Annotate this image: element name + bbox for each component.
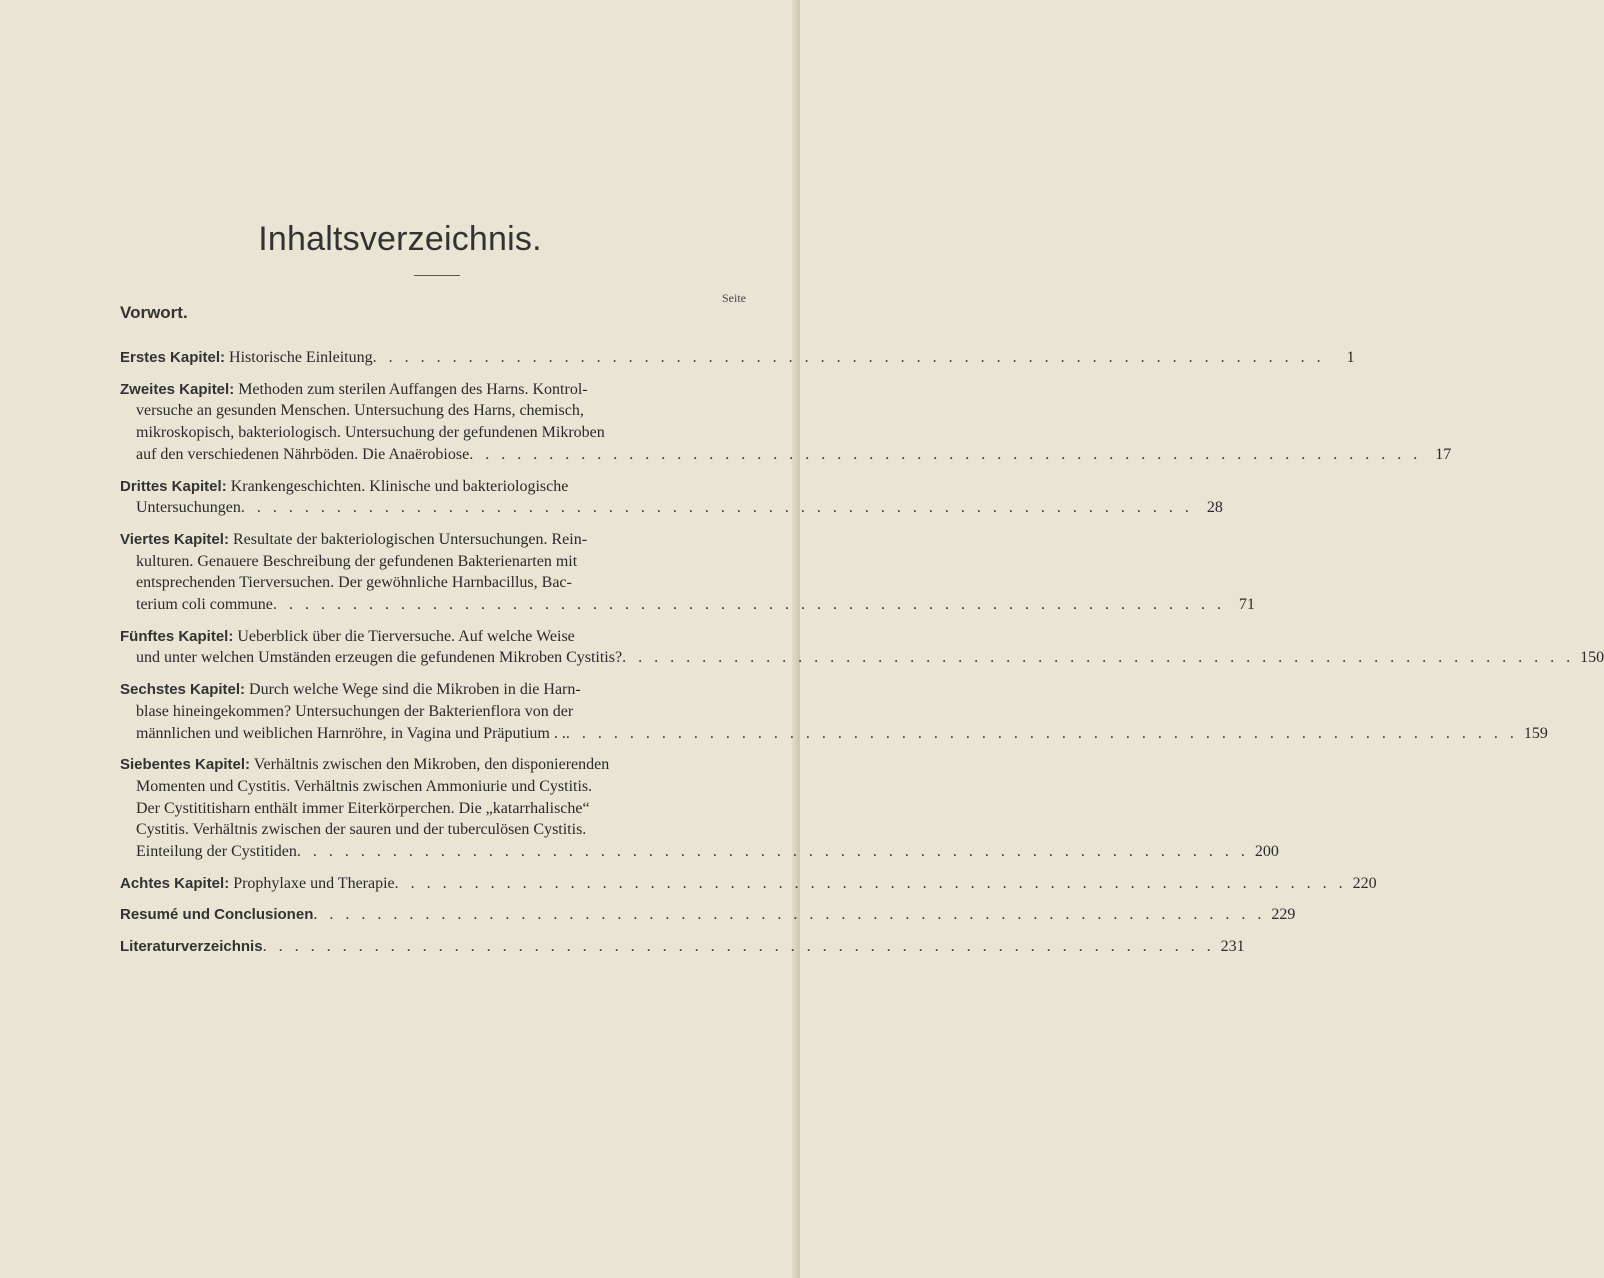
toc-entry	[120, 936, 1245, 958]
toc-entry-line	[120, 776, 740, 798]
toc-entry	[120, 904, 1296, 926]
chapter-heading: Erstes Kapitel:	[120, 349, 226, 366]
page-number: 200	[1254, 843, 1279, 861]
toc-entry-line	[120, 476, 740, 498]
dot-leader: . . . . . . . . . . . . . . . . . . . . . . . . . . . . . . . . . . . . . . . . . . . . . . . . . . . . . . . . . . . .	[313, 906, 1266, 924]
dot-leader: . . . . . . . . . . . . . . . . . . . . . . . . . . . . . . . . . . . . . . . . . . . . . . . . . . . . . . . . . . . .	[296, 843, 1249, 861]
chapter-description: Krankengeschichten. Klinische und bakteriologische	[230, 477, 569, 495]
page-number: 150	[1580, 649, 1604, 667]
toc-entry	[120, 873, 1377, 895]
toc-entry	[120, 347, 1355, 369]
chapter-description: blase hineingekommen? Untersuchungen der Bakterienflora von der	[136, 702, 574, 720]
dot-leader: . . . . . . . . . . . . . . . . . . . . . . . . . . . . . . . . . . . . . . . . . . . . . . . . . . . . . . . . . . . .	[565, 724, 1518, 742]
toc-entry-line	[120, 679, 740, 701]
dot-leader: . . . . . . . . . . . . . . . . . . . . . . . . . . . . . . . . . . . . . . . . . . . . . . . . . . . . . . . . . . . .	[262, 938, 1215, 956]
chapter-heading: Siebentes Kapitel:	[120, 756, 251, 774]
toc-entry-line	[120, 819, 740, 841]
dot-leader: . . . . . . . . . . . . . . . . . . . . . . . . . . . . . . . . . . . . . . . . . . . . . . . . . . . . . . . . . . . .	[272, 596, 1225, 614]
page-number: 159	[1523, 724, 1548, 742]
title-divider	[414, 275, 460, 276]
chapter-description: Untersuchungen	[136, 499, 241, 517]
page-edge	[792, 0, 800, 1278]
toc-entry	[120, 626, 1604, 669]
table-of-contents	[120, 347, 1604, 958]
toc-entry-line	[120, 444, 1452, 466]
dot-leader: . . . . . . . . . . . . . . . . . . . . . . . . . . . . . . . . . . . . . . . . . . . . . . . . . . . . . . . . . . . .	[469, 445, 1422, 463]
dot-leader: . . . . . . . . . . . . . . . . . . . . . . . . . . . . . . . . . . . . . . . . . . . . . . . . . . . . . . . . . . . .	[240, 499, 1193, 517]
chapter-description: Durch welche Wege sind die Mikroben in die Harn-	[249, 681, 581, 699]
page-number: 17	[1435, 445, 1452, 463]
toc-entry-line	[120, 723, 1548, 745]
chapter-description: Einteilung der Cystitiden	[136, 843, 297, 861]
chapter-heading: Viertes Kapitel:	[120, 530, 229, 548]
chapter-description: Historische Einleitung	[229, 349, 373, 366]
chapter-heading: Drittes Kapitel:	[120, 477, 227, 495]
chapter-description: Verhältnis zwischen den Mikroben, den disponierenden	[253, 756, 610, 774]
chapter-heading: Literaturverzeichnis	[120, 938, 263, 956]
toc-entry	[120, 754, 1279, 863]
toc-entry	[120, 476, 1223, 519]
chapter-description: mikroskopisch, bakteriologisch. Untersuchung der gefundenen Mikroben	[136, 424, 605, 442]
toc-entry-line	[120, 379, 740, 401]
page-number: 231	[1220, 938, 1245, 956]
toc-entry	[120, 529, 1255, 616]
chapter-description: Der Cystititisharn enthält immer Eiterkörperchen. Die „katarrhalische“	[136, 799, 590, 817]
toc-entry-line	[120, 572, 740, 594]
toc-entry-line	[120, 647, 1604, 669]
page-number: 1	[1346, 349, 1355, 366]
chapter-description: Prophylaxe und Therapie	[233, 874, 395, 892]
toc-entry-line	[120, 701, 740, 723]
dot-leader: . . . . . . . . . . . . . . . . . . . . . . . . . . . . . . . . . . . . . . . . . . . . . . . . . . . . . . . . . . . .	[372, 349, 1325, 366]
chapter-heading: Zweites Kapitel:	[120, 380, 235, 398]
toc-entry-line	[120, 551, 740, 573]
chapter-description: versuche an gesunden Menschen. Untersuchung des Harns, chemisch,	[136, 402, 584, 420]
toc-entry-line	[120, 626, 740, 648]
dot-leader: . . . . . . . . . . . . . . . . . . . . . . . . . . . . . . . . . . . . . . . . . . . . . . . . . . . . . . . . . . . .	[394, 874, 1347, 892]
chapter-heading: Fünftes Kapitel:	[120, 627, 234, 645]
chapter-description: Resultate der bakteriologischen Untersuchungen. Rein-	[232, 530, 588, 548]
toc-entry-line	[120, 904, 1296, 926]
toc-entry-line	[120, 497, 1223, 519]
chapter-heading: Sechstes Kapitel:	[120, 681, 246, 699]
chapter-description: kulturen. Genauere Beschreibung der gefundenen Bakterienarten mit	[136, 552, 578, 570]
chapter-description: terium coli commune	[136, 596, 273, 614]
toc-entry-line	[120, 936, 1245, 958]
toc-entry-line	[120, 873, 1377, 895]
page-title: Inhaltsverzeichnis.	[258, 220, 542, 258]
chapter-heading: Achtes Kapitel:	[120, 874, 230, 892]
vorwort-heading: Vorwort.	[120, 303, 188, 322]
page-number: 220	[1352, 874, 1377, 892]
toc-entry-line	[120, 400, 740, 422]
chapter-heading: Resumé und Conclusionen	[120, 906, 314, 924]
toc-entry-line	[120, 422, 740, 444]
chapter-description: Ueberblick über die Tierversuche. Auf welche Weise	[237, 627, 575, 645]
dot-leader: . . . . . . . . . . . . . . . . . . . . . . . . . . . . . . . . . . . . . . . . . . . . . . . . . . . . . . . . . . . .	[622, 649, 1575, 667]
toc-entry	[120, 379, 1452, 466]
toc-entry-line	[120, 841, 1279, 863]
chapter-description: auf den verschiedenen Nährböden. Die Anaërobiose	[136, 445, 470, 463]
toc-entry-line	[120, 754, 740, 776]
chapter-description: entsprechenden Tierversuchen. Der gewöhnliche Harnbacillus, Bac-	[136, 574, 572, 592]
chapter-description: und unter welchen Umständen erzeugen die gefundenen Mikroben Cystitis?	[136, 649, 623, 667]
toc-entry	[120, 679, 1548, 744]
chapter-description: Momenten und Cystitis. Verhältnis zwischen Ammoniurie und Cystitis.	[136, 777, 593, 795]
toc-entry-line	[120, 529, 740, 551]
toc-entry-line	[120, 594, 1255, 616]
page-column-label: Seite	[722, 291, 746, 305]
toc-entry-line	[120, 798, 740, 820]
toc-entry-line	[120, 347, 1355, 369]
page-number: 28	[1206, 499, 1223, 517]
page-number: 229	[1271, 906, 1296, 924]
chapter-description: Cystitis. Verhältnis zwischen der sauren und der tuberculösen Cystitis.	[136, 821, 587, 839]
chapter-description: männlichen und weiblichen Harnröhre, in Vagina und Präputium . .	[136, 724, 566, 742]
chapter-description: Methoden zum sterilen Auffangen des Harns. Kontrol-	[238, 380, 588, 398]
page-number: 71	[1238, 596, 1255, 614]
